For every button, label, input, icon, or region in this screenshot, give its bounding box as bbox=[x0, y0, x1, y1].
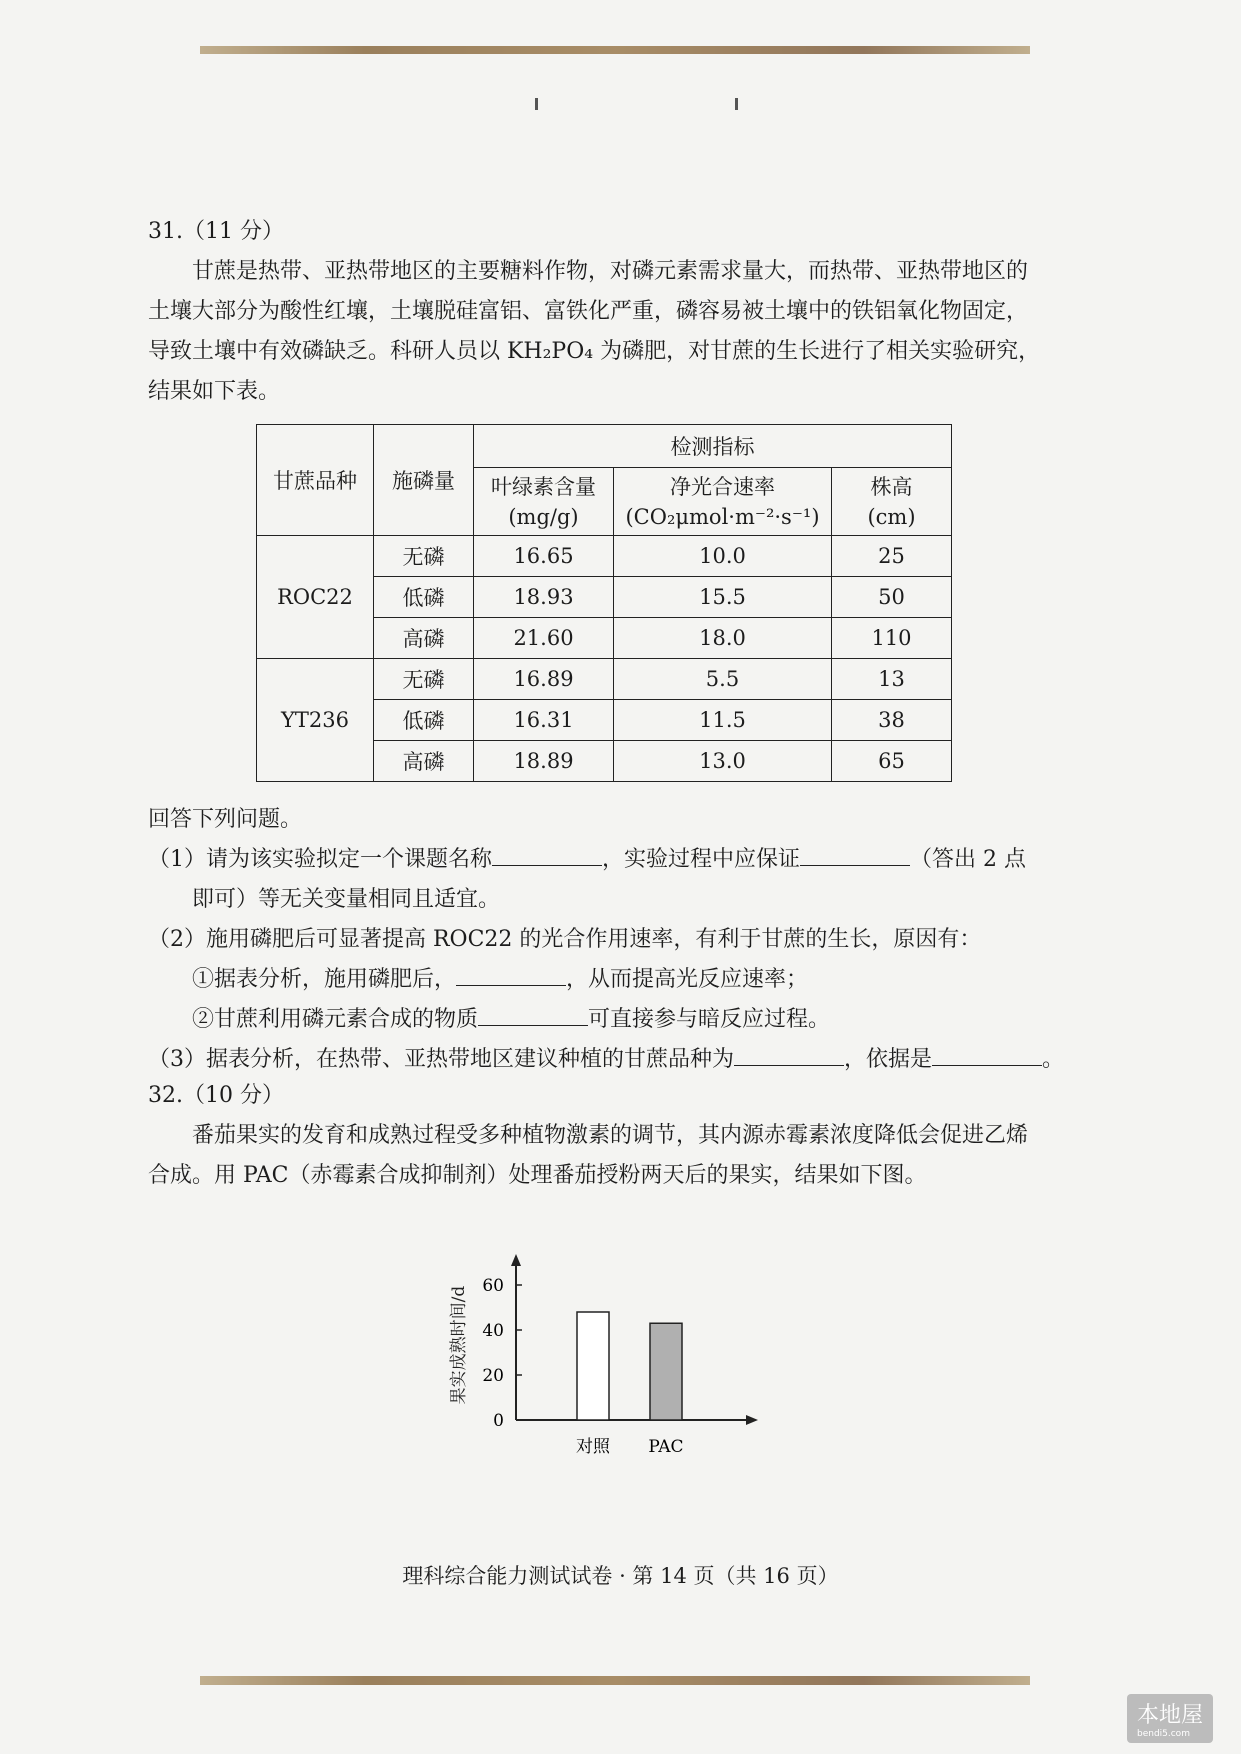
question-32-header: 32.（10 分） bbox=[148, 1083, 284, 1108]
dose-cell: 高磷 bbox=[374, 741, 474, 782]
photosynthesis-cell: 18.0 bbox=[614, 618, 832, 659]
answer-blank[interactable] bbox=[734, 1045, 844, 1066]
chlorophyll-cell: 16.65 bbox=[474, 536, 614, 577]
height-cell: 65 bbox=[832, 741, 952, 782]
subquestion-2: （2）施用磷肥后可显著提高 ROC22 的光合作用速率，有利于甘蔗的生长，原因有： bbox=[148, 927, 982, 952]
binding-mark bbox=[735, 98, 738, 110]
y-axis-label: 果实成熟时间/d bbox=[449, 1285, 469, 1405]
chlorophyll-cell: 18.89 bbox=[474, 741, 614, 782]
subquestion-1-continued: 即可）等无关变量相同且适宜。 bbox=[192, 887, 501, 912]
y-tick-label: 0 bbox=[493, 1411, 504, 1431]
subquestion-2-2 bbox=[148, 1000, 1068, 1040]
height-cell: 50 bbox=[832, 577, 952, 618]
x-axis-arrow bbox=[746, 1415, 758, 1425]
table-row bbox=[257, 659, 952, 700]
subquestion-1-text: （1）请为该实验拟定一个课题名称 bbox=[148, 847, 492, 872]
dose-cell: 低磷 bbox=[374, 577, 474, 618]
chlorophyll-cell: 16.89 bbox=[474, 659, 614, 700]
y-tick-label: 20 bbox=[482, 1366, 504, 1386]
chlorophyll-cell: 21.60 bbox=[474, 618, 614, 659]
x-category-label: 对照 bbox=[576, 1437, 610, 1457]
subquestion-2-1 bbox=[148, 960, 1068, 1000]
intro-line: 土壤大部分为酸性红壤，土壤脱硅富铝、富铁化严重，磷容易被土壤中的铁铝氧化物固定， bbox=[148, 299, 1029, 324]
bar-control bbox=[577, 1312, 609, 1420]
header-indicators: 检测指标 bbox=[474, 425, 952, 468]
page-footer: 理科综合能力测试试卷 · 第 14 页（共 16 页） bbox=[402, 1564, 839, 1588]
subquestion-2-2-text: ②甘蔗利用磷元素合成的物质 bbox=[192, 1007, 479, 1032]
answer-prompt: 回答下列问题。 bbox=[148, 807, 303, 832]
height-cell: 25 bbox=[832, 536, 952, 577]
answer-blank[interactable] bbox=[932, 1045, 1042, 1066]
subquestion-1-text: （答出 2 点 bbox=[910, 847, 1026, 872]
chlorophyll-cell: 16.31 bbox=[474, 700, 614, 741]
answer-blank[interactable] bbox=[800, 845, 910, 866]
y-tick-label: 40 bbox=[482, 1321, 504, 1341]
y-axis-arrow bbox=[511, 1254, 521, 1266]
header-variety: 甘蔗品种 bbox=[257, 425, 374, 536]
header-height bbox=[832, 468, 952, 536]
height-cell: 38 bbox=[832, 700, 952, 741]
watermark-url: bendi5.com bbox=[1136, 1729, 1190, 1739]
header-chlorophyll-label: 叶绿素含量 bbox=[491, 474, 596, 499]
subquestion-1-text: ，实验过程中应保证 bbox=[602, 847, 801, 872]
variety-cell: YT236 bbox=[257, 659, 374, 782]
watermark-title: 本地屋 bbox=[1136, 1703, 1203, 1728]
binding-mark bbox=[535, 98, 538, 110]
header-chlorophyll bbox=[474, 468, 614, 536]
header-photosynthesis-unit: (CO₂μmol·m⁻²·s⁻¹) bbox=[625, 504, 820, 529]
table-row bbox=[257, 536, 952, 577]
intro-line: 甘蔗是热带、亚热带地区的主要糖料作物，对磷元素需求量大，而热带、亚热带地区的 bbox=[192, 259, 1029, 284]
y-tick-label: 60 bbox=[482, 1276, 504, 1296]
answer-blank[interactable] bbox=[456, 965, 566, 986]
x-category-label: PAC bbox=[648, 1437, 684, 1457]
ripening-time-bar-chart bbox=[440, 1250, 780, 1470]
subquestion-2-1-text: ，从而提高光反应速率； bbox=[566, 967, 809, 992]
height-cell: 13 bbox=[832, 659, 952, 700]
photosynthesis-cell: 11.5 bbox=[614, 700, 832, 741]
header-photosynthesis bbox=[614, 468, 832, 536]
answer-blank[interactable] bbox=[492, 845, 602, 866]
photosynthesis-cell: 13.0 bbox=[614, 741, 832, 782]
height-cell: 110 bbox=[832, 618, 952, 659]
site-watermark bbox=[1127, 1694, 1213, 1743]
intro-line: 番茄果实的发育和成熟过程受多种植物激素的调节，其内源赤霉素浓度降低会促进乙烯 bbox=[192, 1123, 1029, 1148]
photosynthesis-cell: 15.5 bbox=[614, 577, 832, 618]
scan-top-edge bbox=[200, 46, 1030, 54]
dose-cell: 低磷 bbox=[374, 700, 474, 741]
intro-line: 结果如下表。 bbox=[148, 379, 281, 404]
question-31-header: 31.（11 分） bbox=[148, 219, 284, 244]
answer-blank[interactable] bbox=[478, 1005, 588, 1026]
photosynthesis-cell: 5.5 bbox=[614, 659, 832, 700]
question-31-subquestions bbox=[148, 800, 1068, 1080]
subquestion-2-1-text: ①据表分析，施用磷肥后， bbox=[192, 967, 457, 992]
header-chlorophyll-unit: (mg/g) bbox=[508, 504, 579, 529]
subquestion-3-text: ，依据是 bbox=[844, 1047, 933, 1072]
header-height-label: 株高 bbox=[870, 474, 913, 499]
header-height-unit: (cm) bbox=[867, 504, 916, 529]
subquestion-3-text: （3）据表分析，在热带、亚热带地区建议种植的甘蔗品种为 bbox=[148, 1047, 734, 1072]
subquestion-3-text: 。 bbox=[1042, 1047, 1065, 1072]
subquestion-2-2-text: 可直接参与暗反应过程。 bbox=[588, 1007, 831, 1032]
dose-cell: 无磷 bbox=[374, 659, 474, 700]
variety-cell: ROC22 bbox=[257, 536, 374, 659]
subquestion-3 bbox=[148, 1040, 1068, 1080]
photosynthesis-cell: 10.0 bbox=[614, 536, 832, 577]
intro-line: 导致土壤中有效磷缺乏。科研人员以 KH₂PO₄ 为磷肥，对甘蔗的生长进行了相关实验研究， bbox=[148, 339, 1041, 364]
subquestion-1 bbox=[148, 840, 1068, 880]
dose-cell: 高磷 bbox=[374, 618, 474, 659]
header-photosynthesis-label: 净光合速率 bbox=[670, 474, 775, 499]
bar-pac bbox=[650, 1323, 682, 1420]
question-31-intro bbox=[148, 252, 1058, 412]
question-32-intro bbox=[148, 1116, 1058, 1196]
scan-bottom-edge bbox=[200, 1676, 1030, 1685]
chlorophyll-cell: 18.93 bbox=[474, 577, 614, 618]
dose-cell: 无磷 bbox=[374, 536, 474, 577]
phosphorus-results-table bbox=[256, 424, 952, 782]
header-dose: 施磷量 bbox=[374, 425, 474, 536]
intro-line: 合成。用 PAC（赤霉素合成抑制剂）处理番茄授粉两天后的果实，结果如下图。 bbox=[148, 1163, 927, 1188]
